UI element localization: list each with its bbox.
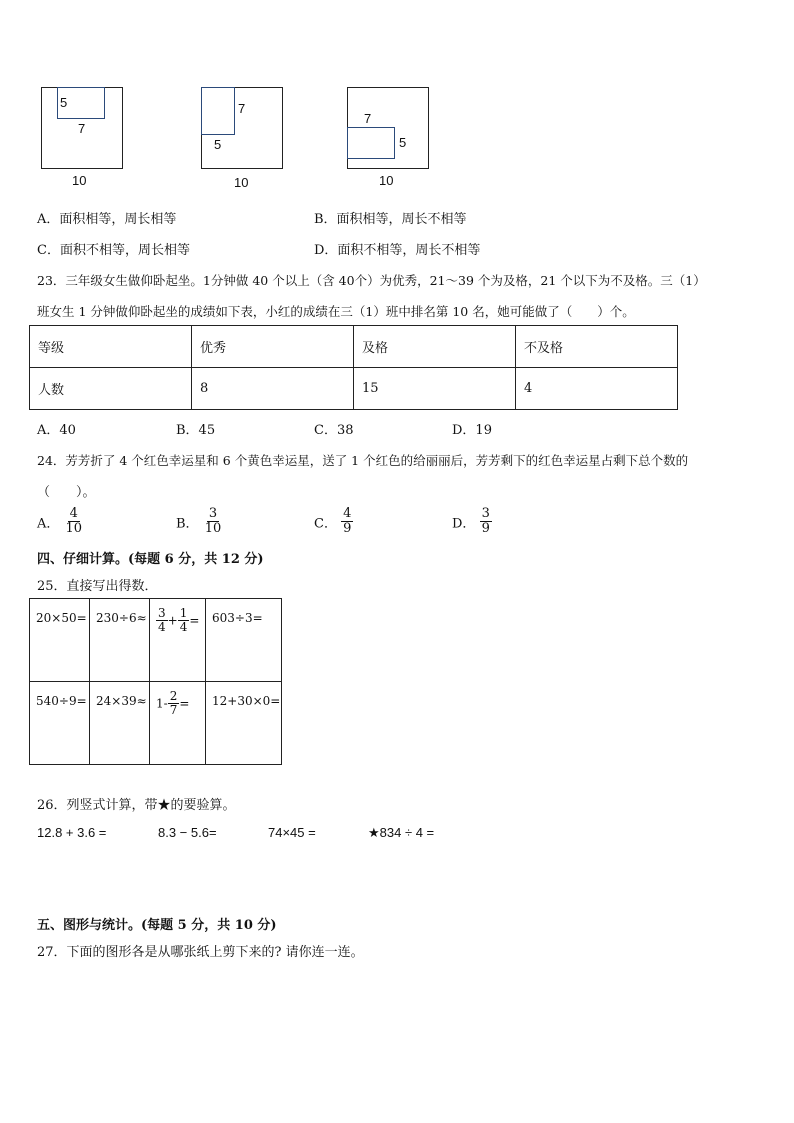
- option-label: D．: [452, 516, 476, 532]
- q23-option-a[interactable]: A．40: [37, 423, 76, 438]
- denominator: 4: [158, 620, 166, 635]
- option-label: A．: [37, 516, 60, 532]
- q24-option-a[interactable]: [37, 507, 84, 537]
- q23-text-line1: 23．三年级女生做仰卧起坐。1分钟做 40 个以上（含 40个）为优秀，21～39 个为及格，21 个以下为不及格。三（1）: [37, 273, 706, 288]
- calc-cell[interactable]: 603÷3=: [206, 599, 282, 682]
- q24-text-line2: （ ）。: [37, 485, 96, 500]
- table-row: [30, 682, 282, 765]
- calc-cell-fraction[interactable]: [150, 599, 206, 682]
- figure-1-outer: 10: [72, 173, 87, 188]
- q25-title: 25．直接写出得数．: [37, 579, 158, 594]
- numerator: 1: [179, 606, 188, 620]
- figure-1-width: 7: [78, 121, 86, 136]
- calc-cell[interactable]: 24×39≈: [90, 682, 150, 765]
- figure-2-outer: 10: [234, 175, 249, 190]
- option-label: C．: [314, 516, 337, 532]
- fraction: [168, 690, 180, 717]
- q23-option-b[interactable]: B．45: [176, 423, 216, 438]
- q22-option-d[interactable]: D．面积不相等，周长不相等: [314, 243, 481, 258]
- fraction: [480, 507, 492, 537]
- table-cell: 4: [516, 368, 678, 410]
- q26-item-4[interactable]: ★834 ÷ 4 =: [368, 825, 435, 840]
- numerator: 3: [208, 506, 218, 521]
- calc-cell-fraction[interactable]: [150, 682, 206, 765]
- q26-item-3[interactable]: 74×45 =: [268, 825, 316, 840]
- q23-text-line2: 班女生 1 分钟做仰卧起坐的成绩如下表，小红的成绩在三（1）班中排名第 10 名，她可能做了（ ）个。: [37, 304, 635, 319]
- q22-option-b[interactable]: B．面积相等，周长不相等: [314, 212, 467, 227]
- operand: 1-: [156, 696, 168, 711]
- table-cell: 15: [354, 368, 516, 410]
- equals: =: [179, 696, 190, 711]
- numerator: 4: [343, 506, 352, 521]
- figure-2-width: 5: [214, 137, 222, 152]
- figure-1-height: 5: [60, 95, 68, 110]
- q27-title: 27．下面的图形各是从哪张纸上剪下来的? 请你连一连。: [37, 945, 364, 960]
- numerator: 2: [169, 689, 178, 703]
- q23-option-d[interactable]: D．19: [452, 423, 492, 438]
- figure-3-height: 5: [399, 135, 407, 150]
- q22-option-c[interactable]: C．面积不相等，周长相等: [37, 243, 190, 258]
- denominator: 7: [169, 703, 178, 718]
- denominator: 10: [204, 521, 222, 537]
- q23-table-header-row: [30, 326, 678, 368]
- fraction: [341, 507, 353, 537]
- denominator: 4: [179, 620, 188, 635]
- table-cell: 不及格: [516, 326, 678, 368]
- calc-cell[interactable]: 230÷6≈: [90, 599, 150, 682]
- numerator: 3: [158, 606, 166, 620]
- numerator: 3: [481, 506, 490, 521]
- option-label: B．: [176, 516, 199, 532]
- fraction: [64, 507, 85, 537]
- q26-title: 26．列竖式计算，带★的要验算。: [37, 798, 236, 813]
- figure-2-height: 7: [238, 101, 246, 116]
- table-cell: 8: [192, 368, 354, 410]
- q26-item-2[interactable]: 8.3 − 5.6=: [158, 825, 217, 840]
- equals: =: [189, 613, 200, 628]
- calc-cell[interactable]: 12+30×0=: [206, 682, 282, 765]
- figure-3-width: 7: [364, 111, 372, 126]
- denominator: 9: [343, 521, 352, 537]
- table-cell: 等级: [30, 326, 192, 368]
- denominator: 10: [65, 521, 83, 537]
- section-4-heading: 四、仔细计算。(每题 6 分，共 12 分): [37, 552, 264, 567]
- q23-option-c[interactable]: C．38: [314, 423, 354, 438]
- q24-option-d[interactable]: [452, 507, 492, 537]
- table-cell: 人数: [30, 368, 192, 410]
- denominator: 9: [481, 521, 490, 537]
- calc-cell[interactable]: 20×50=: [30, 599, 90, 682]
- numerator: 4: [69, 506, 78, 521]
- figure-3-outer: 10: [379, 173, 394, 188]
- q26-item-1[interactable]: 12.8 + 3.6 =: [37, 825, 107, 840]
- q24-text-line1: 24．芳芳折了 4 个红色幸运星和 6 个黄色幸运星，送了 1 个红色的给丽丽后，芳芳剩下的红色幸运星占剩下总个数的: [37, 453, 689, 468]
- operator: +: [167, 613, 178, 628]
- q23-table: [29, 325, 678, 410]
- calc-cell[interactable]: 540÷9=: [30, 682, 90, 765]
- q22-option-a[interactable]: A．面积相等，周长相等: [37, 212, 177, 227]
- table-cell: 优秀: [192, 326, 354, 368]
- q25-calc-table: [29, 598, 282, 765]
- q24-option-c[interactable]: [314, 507, 353, 537]
- q24-option-b[interactable]: [176, 507, 223, 537]
- q23-table-data-row: [30, 368, 678, 410]
- table-row: [30, 599, 282, 682]
- fraction: [203, 507, 224, 537]
- table-cell: 及格: [354, 326, 516, 368]
- section-5-heading: 五、图形与统计。(每题 5 分，共 10 分): [37, 918, 277, 933]
- fraction: [156, 607, 168, 634]
- fraction: [178, 607, 190, 634]
